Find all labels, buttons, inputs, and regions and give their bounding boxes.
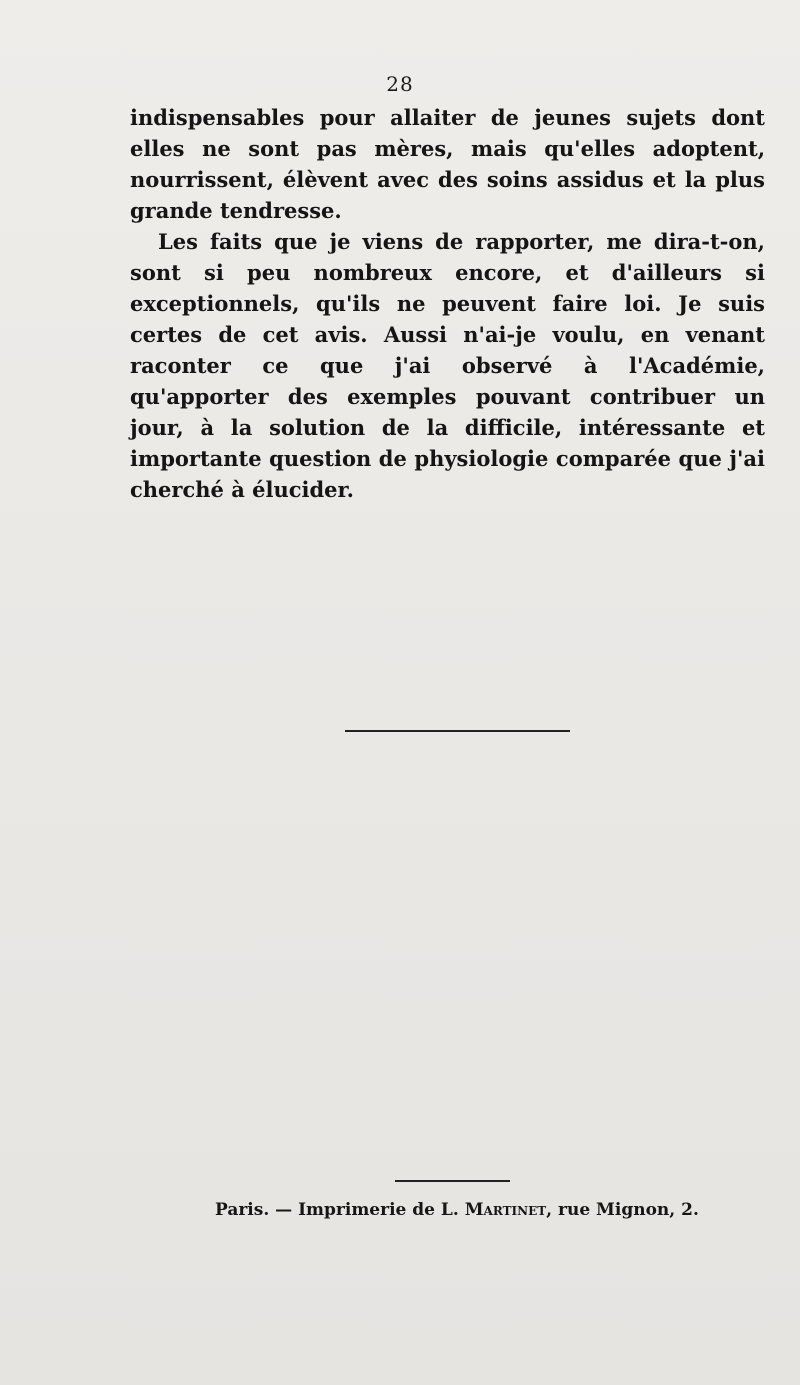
text-line: qu'apporter des exemples pouvant contribuer un jour, à la bbox=[130, 384, 765, 440]
text-line: peuvent faire loi. Je suis certes de cet avis. Aussi n'ai-je bbox=[130, 291, 765, 347]
imprint-suffix: , rue Mignon, 2. bbox=[546, 1200, 699, 1220]
text-line: voulu, en venant raconter ce que j'ai observé à l'Académie, bbox=[130, 322, 765, 378]
text-line: avec des soins assidus et la plus grande tendresse. bbox=[130, 167, 766, 223]
paragraph-continuation bbox=[130, 102, 765, 226]
text-line: Les faits que je viens de rapporter, me dira-t-on, sont si bbox=[130, 229, 765, 285]
imprint-printer-name: Martinet bbox=[464, 1200, 547, 1220]
text-line: solution de la difficile, intéressante et importante question de bbox=[130, 415, 766, 471]
text-line: physiologie comparée que j'ai cherché à élucider. bbox=[130, 446, 766, 502]
section-rule bbox=[345, 730, 570, 732]
text-line: peu nombreux encore, et d'ailleurs si exceptionnels, qu'ils ne bbox=[130, 260, 765, 316]
text-line: indispensables pour allaiter de jeunes sujets dont elles ne bbox=[130, 105, 765, 161]
body-text bbox=[130, 102, 765, 505]
page-number: 28 bbox=[386, 72, 414, 96]
paragraph-conclusion bbox=[130, 226, 765, 505]
text-line: sont pas mères, mais qu'elles adoptent, nourrissent, élèvent bbox=[130, 136, 765, 192]
imprint-prefix: Paris. — Imprimerie de L. bbox=[215, 1200, 465, 1220]
printer-imprint bbox=[215, 1200, 699, 1220]
footer-rule bbox=[395, 1180, 510, 1182]
